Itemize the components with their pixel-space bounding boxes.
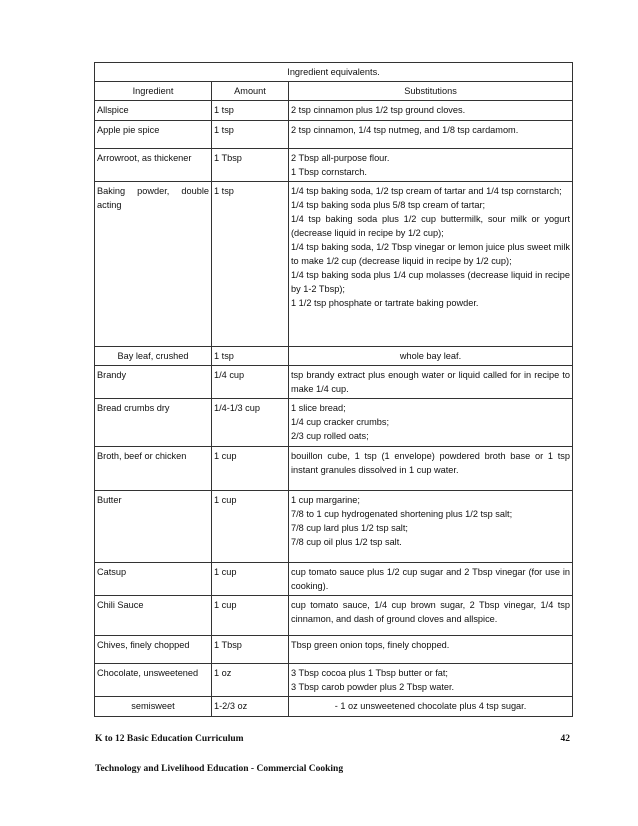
amount-cell: 1/4-1/3 cup bbox=[212, 399, 289, 447]
footer-subject: Technology and Livelihood Education - Commercial Cooking bbox=[95, 764, 344, 774]
substitutions-cell bbox=[289, 447, 573, 491]
substitutions-cell bbox=[289, 664, 573, 697]
amount-cell: 1 cup bbox=[212, 447, 289, 491]
ingredient-cell: Broth, beef or chicken bbox=[95, 447, 212, 491]
substitution-line: 1 Tbsp cornstarch. bbox=[291, 167, 367, 177]
ingredient-cell: Chives, finely chopped bbox=[95, 636, 212, 664]
amount-cell: 1 cup bbox=[212, 563, 289, 596]
substitutions-cell bbox=[289, 491, 573, 563]
amount-cell: 1/4 cup bbox=[212, 366, 289, 399]
substitution-line: 2/3 cup rolled oats; bbox=[291, 431, 369, 441]
substitution-line: 2 tsp cinnamon plus 1/2 tsp ground cloves. bbox=[291, 105, 466, 115]
substitution-line: whole bay leaf. bbox=[399, 351, 462, 361]
table-row bbox=[95, 563, 573, 596]
table-row bbox=[95, 664, 573, 697]
ingredient-cell: Chocolate, unsweetened bbox=[95, 664, 212, 697]
substitution-line: 1 slice bread; bbox=[291, 403, 346, 413]
substitutions-cell bbox=[289, 366, 573, 399]
substitution-line: 7/8 to 1 cup hydrogenated shortening plus 1/2 tsp salt; bbox=[291, 509, 513, 519]
footer-curriculum bbox=[95, 734, 570, 744]
substitution-line: 1 cup margarine; bbox=[291, 495, 360, 505]
substitution-line: 3 Tbsp cocoa plus 1 Tbsp butter or fat; bbox=[291, 668, 448, 678]
amount-cell: 1 Tbsp bbox=[212, 149, 289, 182]
ingredient-cell: Chili Sauce bbox=[95, 596, 212, 636]
ingredient-cell: Apple pie spice bbox=[95, 121, 212, 149]
ingredient-cell: semisweet bbox=[95, 697, 212, 717]
table-row bbox=[95, 101, 573, 121]
footer-curriculum-title: K to 12 Basic Education Curriculum bbox=[95, 734, 244, 744]
ingredient-cell: Brandy bbox=[95, 366, 212, 399]
table-row bbox=[95, 121, 573, 149]
substitutions-cell bbox=[289, 399, 573, 447]
substitutions-cell bbox=[289, 697, 573, 717]
amount-cell: 1 Tbsp bbox=[212, 636, 289, 664]
ingredient-cell: Allspice bbox=[95, 101, 212, 121]
substitution-line: 7/8 cup oil plus 1/2 tsp salt. bbox=[291, 537, 402, 547]
substitution-line: 2 tsp cinnamon, 1/4 tsp nutmeg, and 1/8 tsp cardamom. bbox=[291, 125, 519, 135]
substitution-line: 1/4 tsp baking soda plus 1/4 cup molasses (decrease liquid in recipe by 1-2 Tbsp); bbox=[291, 270, 570, 294]
ingredient-cell: Catsup bbox=[95, 563, 212, 596]
substitutions-cell bbox=[289, 596, 573, 636]
table-row bbox=[95, 399, 573, 447]
substitution-line: 1 1/2 tsp phosphate or tartrate baking powder. bbox=[291, 298, 479, 308]
substitutions-cell bbox=[289, 182, 573, 347]
ingredient-cell: Bay leaf, crushed bbox=[95, 347, 212, 366]
table-row bbox=[95, 182, 573, 347]
substitutions-cell bbox=[289, 347, 573, 366]
amount-cell: 1 tsp bbox=[212, 347, 289, 366]
table-row bbox=[95, 636, 573, 664]
substitutions-cell bbox=[289, 121, 573, 149]
amount-cell: 1 cup bbox=[212, 491, 289, 563]
substitution-line: 7/8 cup lard plus 1/2 tsp salt; bbox=[291, 523, 408, 533]
column-header-ingredient: Ingredient bbox=[95, 82, 212, 101]
table-row bbox=[95, 491, 573, 563]
substitution-line: 1/4 cup cracker crumbs; bbox=[291, 417, 390, 427]
substitution-line: 1/4 tsp baking soda, 1/2 tsp cream of tartar and 1/4 tsp cornstarch; bbox=[291, 186, 562, 196]
amount-cell: 1-2/3 oz bbox=[212, 697, 289, 717]
substitution-line: 1/4 tsp baking soda plus 1/2 cup buttermilk, sour milk or yogurt (decrease liquid in recipe by 1/2 cup); bbox=[291, 214, 570, 238]
ingredient-cell: Arrowroot, as thickener bbox=[95, 149, 212, 182]
substitution-line: bouillon cube, 1 tsp (1 envelope) powdered broth base or 1 tsp instant granules dissolved in 1 cup water. bbox=[291, 451, 570, 475]
ingredient-cell: Butter bbox=[95, 491, 212, 563]
column-header-substitutions: Substitutions bbox=[289, 82, 573, 101]
substitutions-cell bbox=[289, 101, 573, 121]
amount-cell: 1 tsp bbox=[212, 182, 289, 347]
substitutions-cell bbox=[289, 563, 573, 596]
column-header-amount: Amount bbox=[212, 82, 289, 101]
table-row bbox=[95, 596, 573, 636]
amount-cell: 1 cup bbox=[212, 596, 289, 636]
table-caption: Ingredient equivalents. bbox=[95, 63, 573, 82]
substitutions-cell bbox=[289, 636, 573, 664]
amount-cell: 1 oz bbox=[212, 664, 289, 697]
amount-cell: 1 tsp bbox=[212, 121, 289, 149]
table-row bbox=[95, 347, 573, 366]
table-row bbox=[95, 447, 573, 491]
substitution-line: cup tomato sauce, 1/4 cup brown sugar, 2 Tbsp vinegar, 1/4 tsp cinnamon, and dash of ground cloves and allspice. bbox=[291, 600, 570, 624]
ingredient-cell: Bread crumbs dry bbox=[95, 399, 212, 447]
substitution-line: tsp brandy extract plus enough water or liquid called for in recipe to make 1/4 cup. bbox=[291, 370, 570, 394]
substitution-line: - 1 oz unsweetened chocolate plus 4 tsp sugar. bbox=[334, 701, 527, 711]
ingredient-equivalents-table bbox=[94, 62, 573, 717]
ingredient-cell: Baking powder, double acting bbox=[95, 182, 212, 347]
substitution-line: 2 Tbsp all-purpose flour. bbox=[291, 153, 390, 163]
table-row bbox=[95, 149, 573, 182]
page-number: 42 bbox=[560, 734, 570, 744]
table-row bbox=[95, 697, 573, 717]
substitution-line: cup tomato sauce plus 1/2 cup sugar and 2 Tbsp vinegar (for use in cooking). bbox=[291, 567, 570, 591]
table-row bbox=[95, 366, 573, 399]
substitution-line: 1/4 tsp baking soda plus 5/8 tsp cream of tartar; bbox=[291, 200, 486, 210]
substitution-line: 3 Tbsp carob powder plus 2 Tbsp water. bbox=[291, 682, 455, 692]
substitutions-cell bbox=[289, 149, 573, 182]
substitution-line: 1/4 tsp baking soda, 1/2 Tbsp vinegar or lemon juice plus sweet milk to make 1/2 cup (decrease liquid in recipe by 1/2 cup); bbox=[291, 242, 570, 266]
amount-cell: 1 tsp bbox=[212, 101, 289, 121]
substitution-line: Tbsp green onion tops, finely chopped. bbox=[291, 640, 450, 650]
